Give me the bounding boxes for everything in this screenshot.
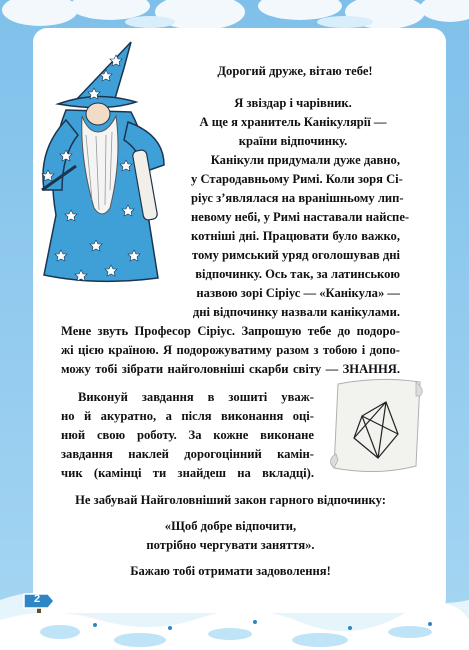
name-line: можу тобі зібрати найголовніші скарби світу — ЗНАННЯ. xyxy=(61,362,400,376)
story-line: відпочинку. Ось так, за латинською xyxy=(195,267,400,281)
task-line: нюй свою роботу. За кожне виконане xyxy=(61,428,314,442)
scroll-with-gem-illustration xyxy=(328,376,428,478)
law-quote-line: «Щоб добре відпочити, xyxy=(164,519,297,533)
closing-wish: Бажаю тобі отримати задоволення! xyxy=(130,564,331,578)
intro-line: країни відпочинку. xyxy=(238,134,348,148)
story-line: у Стародавньому Римі. Коли зоря Сі- xyxy=(191,172,403,186)
story-line: дні відпочинку назвали канікулами. xyxy=(192,305,400,319)
story-line: невому небі, у Римі наставали найспе- xyxy=(191,210,410,224)
story-line: ріус з’являлася на вранішньому лип- xyxy=(191,191,404,205)
task-line: но й акуратно, а після виконання оці- xyxy=(61,409,314,423)
wizard-illustration xyxy=(36,40,186,290)
story-line: тому римський уряд оголошував дні xyxy=(191,248,400,262)
law-intro: Не забувай Найголовніший закон гарного відпочинку: xyxy=(75,493,386,507)
law-quote-line: потрібно чергувати заняття». xyxy=(146,538,315,552)
task-line: Виконуй завдання в зошиті уваж- xyxy=(78,390,314,404)
name-line: Мене звуть Професор Сіріус. Запрошую тебе до подоро- xyxy=(61,324,400,338)
task-line: чик (камінці ти знайдеш на вкладці). xyxy=(61,466,314,480)
story-line: котніші дні. Працювати було важко, xyxy=(191,229,400,243)
page-number: 2 xyxy=(33,593,41,605)
intro-line: Я звіздар і чарівник. xyxy=(234,96,352,110)
greeting: Дорогий друже, вітаю тебе! xyxy=(217,64,373,78)
task-line: завдання наклей дорогоцінний камін- xyxy=(61,447,314,461)
story-line: Канікули придумали дуже давно, xyxy=(210,153,400,167)
name-line: жі цією країною. Я подорожуватиму разом з тобою і допо- xyxy=(61,343,400,357)
intro-line: А ще я хранитель Канікулярії — xyxy=(199,115,387,129)
story-line: назвою зорі Сіріус — «Канікула» — xyxy=(196,286,400,300)
